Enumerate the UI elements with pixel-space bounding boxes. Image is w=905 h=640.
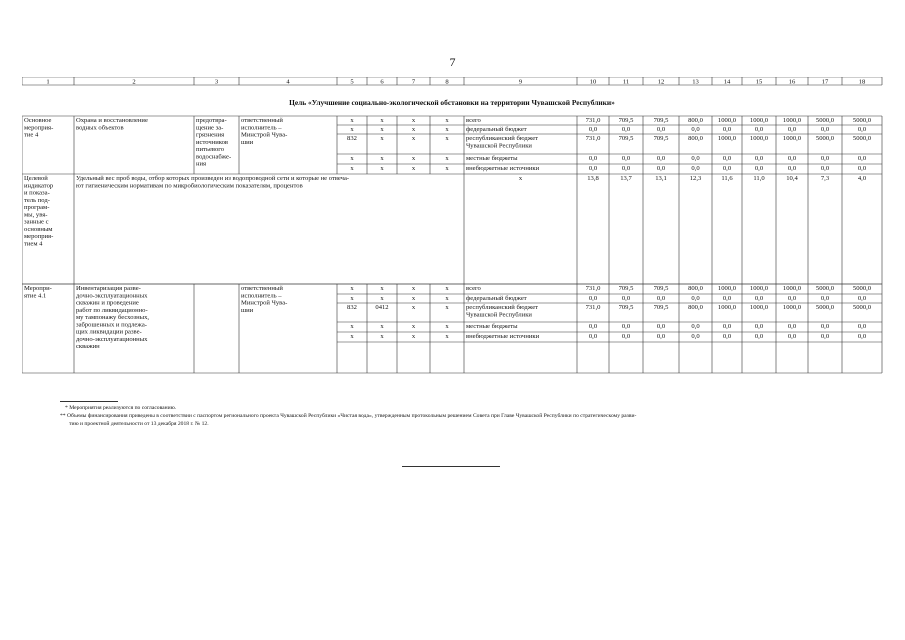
funding-value: 1000,0 [717, 304, 737, 312]
funding-value: 0,0 [691, 323, 700, 331]
budget-code: x [411, 304, 416, 312]
funding-value: 0,0 [722, 126, 732, 134]
header-column-label: 15 [755, 78, 763, 86]
funding-value: 0,0 [754, 126, 764, 134]
event-1-goal: предотвра-щение за-грязнения источников питьевого водоснабже-ния [196, 117, 232, 168]
funding-value: 0,0 [787, 155, 797, 163]
budget-code: x [350, 333, 354, 341]
funding-source: всего [466, 117, 481, 125]
funding-value: 0,0 [588, 155, 598, 163]
budget-code: x [350, 165, 354, 173]
funding-value: 0,0 [820, 165, 830, 173]
funding-value: 0,0 [820, 333, 830, 341]
funding-value: 800,0 [688, 135, 703, 143]
budget-code: x [445, 285, 449, 293]
indicator-value: 10,4 [786, 175, 798, 182]
funding-value: 0,0 [820, 126, 830, 134]
funding-value: 0,0 [621, 333, 631, 341]
funding-value: 0,0 [820, 155, 830, 163]
funding-value: 5000,0 [815, 117, 835, 125]
funding-source: республиканский бюджет Чувашской Республики [466, 304, 539, 319]
budget-code: 832 [347, 135, 357, 143]
header-column-label: 17 [821, 78, 829, 86]
indicator-mark: x [518, 175, 523, 182]
funding-value: 800,0 [688, 285, 703, 293]
funding-value: 0,0 [588, 323, 598, 331]
funding-value: 1000,0 [749, 117, 769, 125]
budget-code: x [380, 295, 384, 303]
funding-source: федеральный бюджет [466, 126, 527, 134]
budget-code: x [380, 285, 384, 293]
budget-code: x [350, 323, 354, 331]
funding-source: местные бюджеты [466, 323, 518, 331]
funding-value: 709,5 [618, 304, 634, 312]
funding-value: 5000,0 [852, 304, 872, 312]
budget-code: x [411, 285, 416, 293]
budget-code: x [445, 304, 449, 312]
funding-value: 1000,0 [749, 285, 769, 293]
funding-value: 0,0 [787, 323, 797, 331]
funding-value: 0,0 [621, 295, 631, 303]
header-column-label: 5 [350, 78, 354, 86]
funding-value: 1000,0 [717, 117, 737, 125]
funding-value: 0,0 [691, 126, 700, 134]
budget-code: x [411, 117, 416, 125]
funding-value: 0,0 [857, 333, 867, 341]
budget-code: x [445, 333, 449, 341]
funding-value: 0,0 [588, 295, 598, 303]
budget-code: x [350, 126, 354, 134]
funding-value: 0,0 [588, 333, 598, 341]
funding-value: 0,0 [656, 295, 666, 303]
budget-code: x [445, 295, 449, 303]
funding-value: 1000,0 [782, 304, 802, 312]
funding-value: 0,0 [857, 295, 867, 303]
funding-value: 0,0 [754, 323, 764, 331]
funding-value: 0,0 [857, 165, 867, 173]
funding-value: 709,5 [618, 117, 634, 125]
footnote-1: * Мероприятия реализуются по согласованию. [65, 405, 177, 411]
funding-value: 0,0 [621, 155, 631, 163]
budget-code: x [380, 155, 384, 163]
funding-source: федеральный бюджет [466, 295, 527, 303]
header-column-label: 12 [657, 78, 665, 86]
funding-value: 0,0 [722, 155, 732, 163]
budget-code: x [380, 126, 384, 134]
funding-value: 5000,0 [852, 117, 872, 125]
funding-value: 800,0 [688, 117, 703, 125]
header-column-label: 18 [858, 78, 866, 86]
funding-value: 0,0 [820, 295, 830, 303]
funding-value: 0,0 [820, 323, 830, 331]
header-column-label: 14 [723, 78, 731, 86]
funding-source: всего [466, 285, 481, 293]
budget-code: x [411, 165, 416, 173]
funding-value: 1000,0 [717, 285, 737, 293]
funding-value: 731,0 [585, 117, 601, 125]
budget-code: x [380, 165, 384, 173]
funding-value: 0,0 [656, 126, 666, 134]
funding-value: 0,0 [722, 295, 732, 303]
funding-value: 0,0 [754, 333, 764, 341]
funding-value: 5000,0 [815, 304, 835, 312]
indicator-value: 13,7 [620, 175, 632, 182]
budget-code: x [445, 135, 449, 143]
budget-code: x [445, 117, 449, 125]
footnote-rule [60, 401, 118, 402]
funding-value: 0,0 [787, 126, 797, 134]
footnote-2: ** Объемы финансирования приведены в соответствии с паспортом регионального проекта Чувашской Республики «Чистая вода», утвержденным протокольным решением Совета при Главе Чувашской Республики по стратегическому разви- [60, 413, 637, 420]
funding-value: 0,0 [787, 165, 797, 173]
budget-code: x [380, 135, 384, 143]
funding-value: 0,0 [722, 165, 732, 173]
funding-value: 1000,0 [782, 285, 802, 293]
budget-code: x [411, 295, 416, 303]
budget-code: x [350, 155, 354, 163]
budget-code: x [411, 155, 416, 163]
funding-value: 0,0 [691, 333, 700, 341]
event-2-executor: ответственный исполнитель – Минстрой Чува-шии [241, 285, 288, 314]
funding-value: 0,0 [691, 155, 700, 163]
budget-code: x [350, 117, 354, 125]
budget-code: x [380, 117, 384, 125]
end-rule [402, 466, 500, 467]
funding-value: 731,0 [585, 285, 601, 293]
indicator-label: Целевой индикатор и показа-тель под-програм-мы, увя-занные с основным мероприя-тием 4 [24, 175, 54, 248]
funding-value: 1000,0 [749, 304, 769, 312]
indicator-value: 13,8 [587, 175, 599, 182]
indicator-value: 4,0 [857, 175, 867, 182]
funding-value: 1000,0 [749, 135, 769, 143]
funding-value: 731,0 [585, 135, 601, 143]
funding-source: внебюджетные источники [466, 333, 540, 341]
indicator-value: 7,3 [820, 175, 830, 182]
header-column-label: 6 [380, 78, 384, 86]
funding-value: 709,5 [618, 285, 634, 293]
event-1-code: Основное мероприя-тие 4 [24, 117, 54, 139]
funding-value: 0,0 [754, 165, 764, 173]
funding-source: внебюджетные источники [466, 165, 540, 173]
funding-value: 0,0 [857, 155, 867, 163]
header-column-label: 3 [214, 78, 219, 86]
header-column-label: 4 [286, 78, 290, 86]
budget-code: x [350, 285, 354, 293]
header-column-label: 10 [589, 78, 597, 86]
funding-value: 709,5 [653, 304, 669, 312]
funding-value: 0,0 [787, 295, 797, 303]
funding-value: 709,5 [653, 117, 669, 125]
header-column-label: 7 [411, 78, 416, 86]
funding-value: 0,0 [621, 126, 631, 134]
budget-code: x [350, 295, 354, 303]
funding-value: 0,0 [691, 295, 700, 303]
funding-value: 0,0 [754, 295, 764, 303]
funding-value: 800,0 [688, 304, 703, 312]
funding-value: 0,0 [754, 155, 764, 163]
indicator-value: 13,1 [655, 175, 667, 182]
event-1-name: Охрана и восстановление водных объектов [76, 117, 148, 132]
event-1-executor: ответственный исполнитель – Минстрой Чува-шии [241, 117, 288, 146]
indicator-value: 11,6 [721, 175, 733, 182]
budget-code: x [411, 126, 416, 134]
funding-value: 0,0 [857, 323, 867, 331]
header-column-label: 16 [788, 78, 796, 86]
header-column-label: 11 [622, 78, 630, 86]
funding-value: 0,0 [656, 165, 666, 173]
funding-value: 709,5 [618, 135, 634, 143]
funding-value: 0,0 [621, 323, 631, 331]
budget-code: x [411, 323, 416, 331]
header-column-label: 13 [692, 78, 699, 86]
funding-value: 1000,0 [782, 135, 802, 143]
funding-value: 0,0 [588, 165, 598, 173]
indicator-description: Удельный вес проб воды, отбор которых произведен из водопроводной сети и которые не отвеча-ют гигиеническим нормативам по микробиологическим показателям, процентов [76, 175, 350, 190]
budget-code: x [445, 165, 449, 173]
funding-value: 0,0 [588, 126, 598, 134]
funding-value: 0,0 [722, 333, 732, 341]
funding-value: 0,0 [656, 333, 666, 341]
budget-code: 0412 [375, 304, 389, 312]
funding-value: 0,0 [722, 323, 732, 331]
event-2-name: Инвентаризация разве-дочно-эксплуатационных скважин и проведение работ по ликвидационно-му тампонажу бесхозных, заброшенных и подлежа-щих ликвидации разве-дочно-эксплуатационных скважин [76, 285, 150, 350]
funding-value: 0,0 [656, 323, 666, 331]
budget-code: x [445, 126, 449, 134]
budget-code: x [411, 333, 416, 341]
header-column-label: 2 [132, 78, 136, 86]
funding-value: 5000,0 [815, 285, 835, 293]
funding-value: 5000,0 [852, 285, 872, 293]
funding-value: 0,0 [656, 155, 666, 163]
goal-title: Цель «Улучшение социально-экологической обстановки на территории Чувашской Республики» [289, 98, 615, 107]
funding-value: 0,0 [691, 165, 700, 173]
funding-value: 5000,0 [815, 135, 835, 143]
page-number: 7 [449, 55, 456, 69]
header-column-label: 1 [46, 78, 50, 86]
budget-code: 832 [347, 304, 357, 312]
budget-code: x [411, 135, 416, 143]
event-2-code: Меропри-ятие 4.1 [24, 285, 52, 300]
indicator-value: 12,3 [689, 175, 702, 182]
budget-code: x [445, 323, 449, 331]
funding-value: 0,0 [621, 165, 631, 173]
indicator-value: 11,0 [753, 175, 765, 182]
funding-value: 0,0 [787, 333, 797, 341]
header-column-label: 9 [518, 78, 523, 86]
funding-value: 709,5 [653, 285, 669, 293]
funding-source: республиканский бюджет Чувашской Республики [466, 135, 539, 150]
funding-value: 1000,0 [717, 135, 737, 143]
footnote-2-continued: тию и проектной деятельности от 13 декабря 2018 г. № 12. [69, 421, 209, 428]
funding-value: 731,0 [585, 304, 601, 312]
header-column-label: 8 [445, 78, 449, 86]
budget-code: x [380, 323, 384, 331]
budget-code: x [445, 155, 449, 163]
budget-code: x [380, 333, 384, 341]
program-table [22, 77, 884, 377]
funding-value: 5000,0 [852, 135, 872, 143]
funding-value: 709,5 [653, 135, 669, 143]
funding-value: 1000,0 [782, 117, 802, 125]
funding-value: 0,0 [857, 126, 867, 134]
footnotes [60, 401, 860, 429]
funding-source: местные бюджеты [466, 155, 518, 163]
